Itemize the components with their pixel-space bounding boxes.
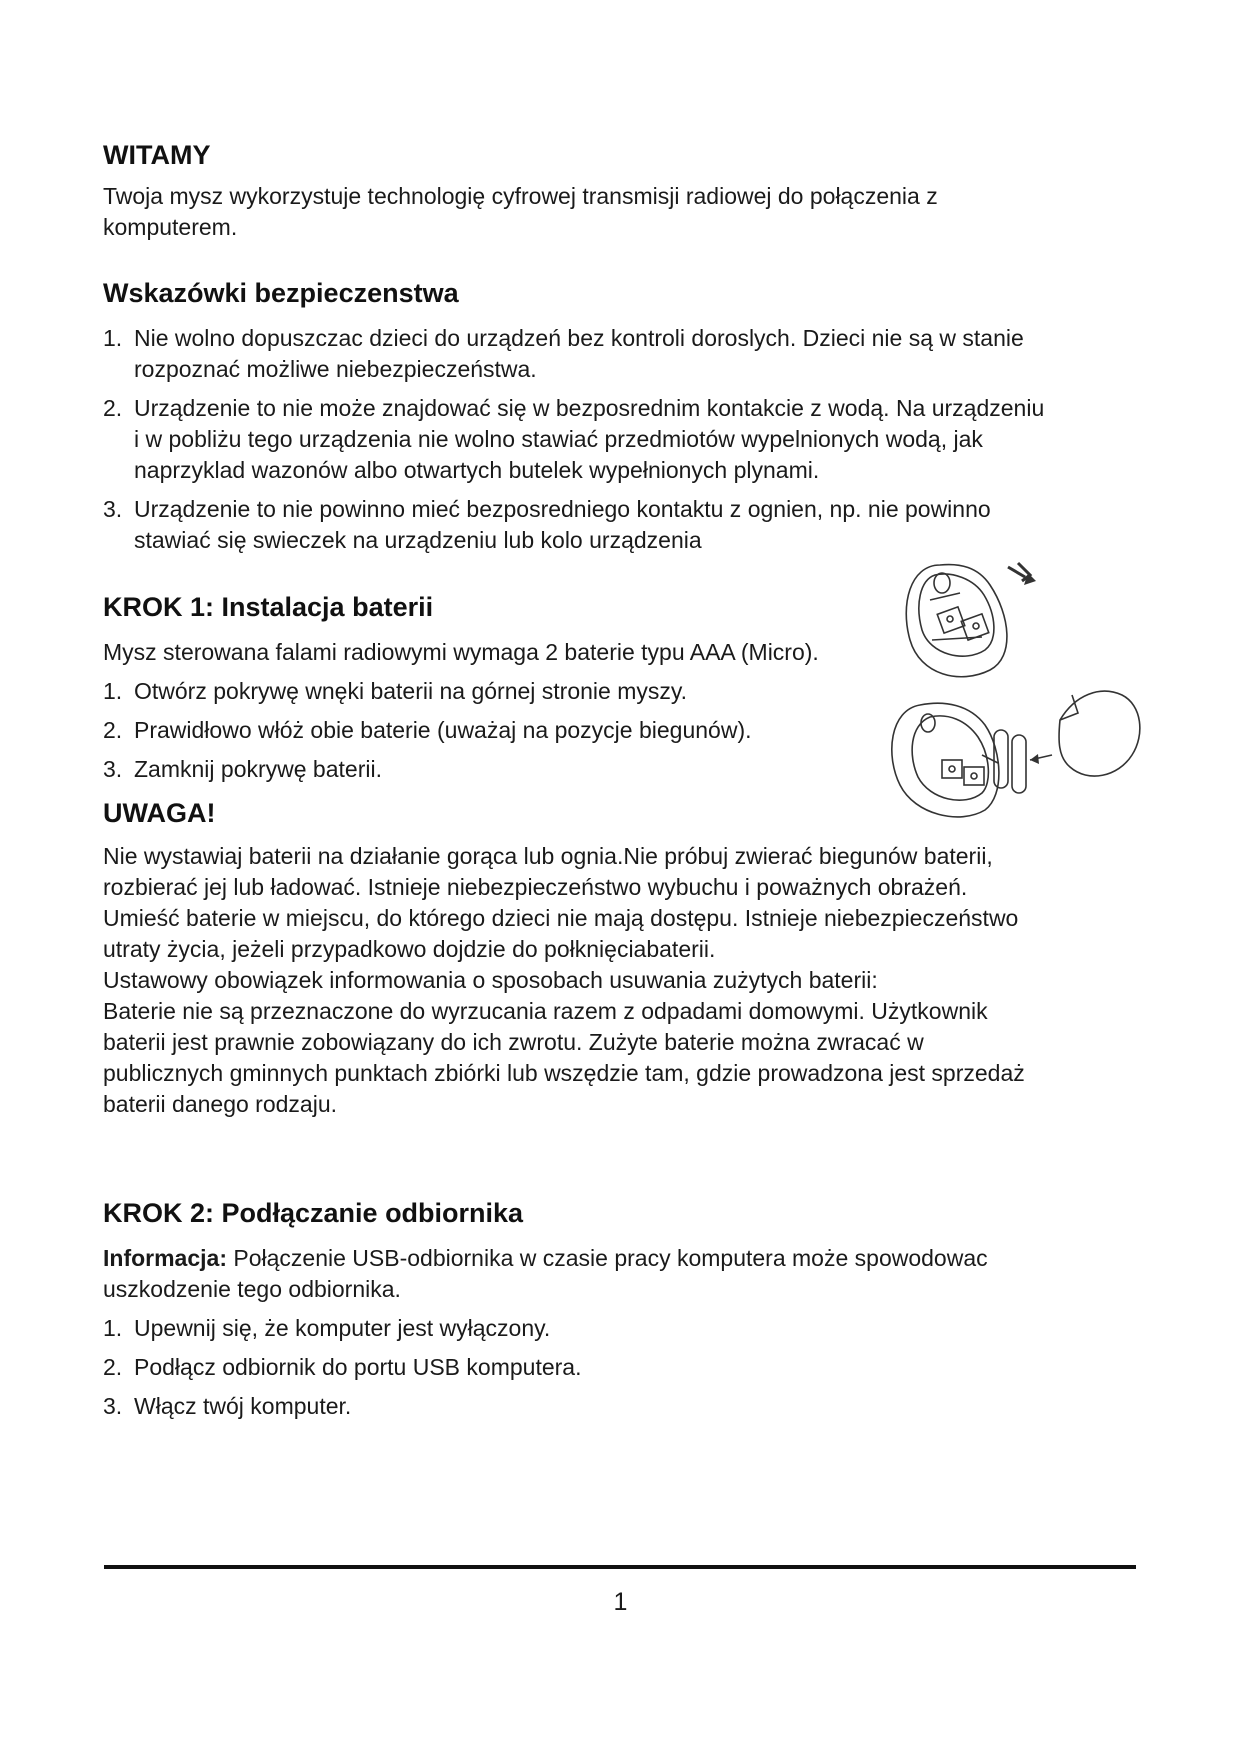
- list-number: 1.: [103, 325, 123, 351]
- step1-item-text: Zamknij pokrywę baterii.: [134, 756, 382, 782]
- safety-item-line: naprzyklad wazonów albo otwartych butelek wypełnionych plynami.: [134, 457, 820, 483]
- safety-item-line: stawiać się swieczek na urządzeniu lub kolo urządzenia: [134, 527, 702, 553]
- intro-section: [103, 140, 938, 243]
- info-text: Połączenie USB-odbiornika w czasie pracy komputera może spowodowac: [226, 1245, 988, 1271]
- list-number: 1.: [103, 678, 123, 704]
- step1-heading: KROK 1: Instalacja baterii: [103, 592, 434, 622]
- warning-line: Ustawowy obowiązek informowania o sposobach usuwania zużytych baterii:: [103, 967, 878, 993]
- list-number: 3.: [103, 496, 123, 522]
- list-number: 2.: [103, 1354, 123, 1380]
- step1-item: [103, 676, 819, 707]
- info-label: Informacja:: [103, 1245, 227, 1271]
- warning-line: baterii jest prawnie zobowiązany do ich zwrotu. Zużyte baterie można zwracać w: [103, 1029, 924, 1055]
- safety-item-line: Urządzenie to nie może znajdować się w bezposrednim kontakcie z wodą. Na urządzeniu: [134, 395, 1045, 421]
- step2-item-text: Włącz twój komputer.: [134, 1393, 352, 1419]
- step2-info-line: uszkodzenie tego odbiornika.: [103, 1276, 401, 1302]
- list-number: 2.: [103, 717, 123, 743]
- step2-heading: KROK 2: Podłączanie odbiornika: [103, 1198, 524, 1228]
- footer-divider: [104, 1565, 1136, 1569]
- step2-section: [103, 1198, 988, 1422]
- step1-item: [103, 754, 819, 785]
- mouse-open-cover-icon: [906, 563, 1036, 677]
- warning-line: Umieść baterie w miejscu, do którego dzieci nie mają dostępu. Istnieje niebezpieczeństwo: [103, 905, 1019, 931]
- warning-line: Baterie nie są przeznaczone do wyrzucania razem z odpadami domowymi. Użytkownik: [103, 998, 988, 1024]
- warning-line: baterii danego rodzaju.: [103, 1091, 337, 1117]
- safety-item: [103, 393, 1143, 486]
- list-number: 2.: [103, 395, 123, 421]
- step1-item-text: Prawidłowo włóż obie baterie (uważaj na pozycje biegunów).: [134, 717, 752, 743]
- safety-item: [103, 323, 1143, 385]
- step1-item: [103, 715, 819, 746]
- step2-item-text: Podłącz odbiornik do portu USB komputera.: [134, 1354, 582, 1380]
- intro-line: komputerem.: [103, 214, 238, 240]
- step2-item-text: Upewnij się, że komputer jest wyłączony.: [134, 1315, 551, 1341]
- safety-item-line: rozpoznać możliwe niebezpieczeństwa.: [134, 356, 537, 382]
- step1-intro: Mysz sterowana falami radiowymi wymaga 2 baterie typu AAA (Micro).: [103, 639, 819, 665]
- step2-item: [103, 1391, 988, 1422]
- warning-line: rozbierać jej lub ładować. Istnieje niebezpieczeństwo wybuchu i poważnych obrażeń.: [103, 874, 968, 900]
- step1-item-text: Otwórz pokrywę wnęki baterii na górnej stronie myszy.: [134, 678, 688, 704]
- safety-section: [103, 278, 1143, 556]
- page-number: 1: [613, 1588, 628, 1616]
- warning-section: [103, 798, 1025, 1120]
- warning-line: publicznych gminnych punktach zbiórki lub wszędzie tam, gdzie prowadzona jest sprzedaż: [103, 1060, 1025, 1086]
- warning-heading: UWAGA!: [103, 798, 216, 828]
- safety-item-line: i w pobliżu tego urządzenia nie wolno stawiać przedmiotów wypelnionych wodą, jak: [134, 426, 983, 452]
- intro-heading: WITAMY: [103, 140, 211, 170]
- warning-line: utraty życia, jeżeli przypadkowo dojdzie do połknięciabaterii.: [103, 936, 716, 962]
- safety-item-line: Nie wolno dopuszczac dzieci do urządzeń bez kontroli doroslych. Dzieci nie są w stanie: [134, 325, 1024, 351]
- step2-item: [103, 1352, 988, 1383]
- step2-item: [103, 1313, 988, 1344]
- intro-line: Twoja mysz wykorzystuje technologię cyfrowej transmisji radiowej do połączenia z: [103, 183, 938, 209]
- step2-info: [103, 1243, 988, 1274]
- warning-line: Nie wystawiaj baterii na działanie gorąca lub ognia.Nie próbuj zwierać biegunów baterii,: [103, 843, 993, 869]
- list-number: 3.: [103, 1393, 123, 1419]
- list-number: 1.: [103, 1315, 123, 1341]
- list-number: 3.: [103, 756, 123, 782]
- step1-section: [103, 592, 819, 785]
- safety-item-line: Urządzenie to nie powinno mieć bezposredniego kontaktu z ognien, np. nie powinno: [134, 496, 991, 522]
- safety-heading: Wskazówki bezpieczenstwa: [103, 278, 459, 308]
